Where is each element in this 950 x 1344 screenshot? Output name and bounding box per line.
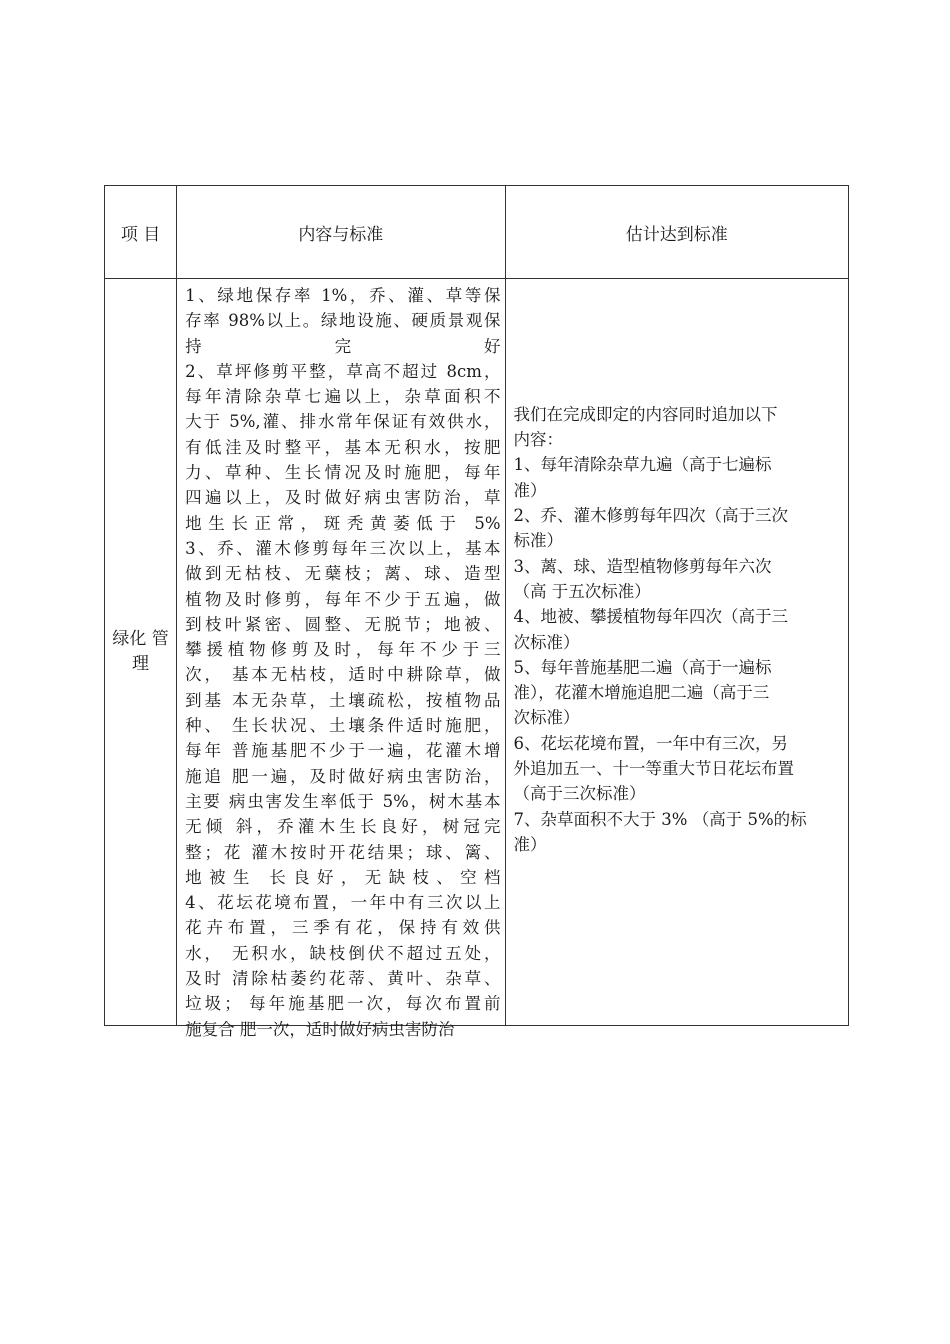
content-text-line: 种、 生长状况、土壤条件适时施肥，: [185, 716, 501, 736]
estimate-text-line: 准）: [513, 480, 547, 500]
content-text-line: 大于 5%,灌、排水常年保证有效供水，: [185, 412, 501, 432]
content-text-line: 4、花坛花境布置，一年中有三次以上: [185, 893, 501, 913]
content-text-line: 植物及时修剪，每年不少于五遍，做: [185, 589, 501, 609]
content-text-line: 持完好: [185, 336, 501, 356]
content-text-line: 1、绿地保存率 1%，乔、灌、草等保: [185, 286, 501, 305]
header-item: 项 目: [105, 186, 177, 279]
item-label-line: 绿化 管: [112, 629, 169, 649]
content-text-line: 花卉布置，三季有花，保持有效供: [185, 918, 501, 938]
content-text-line: 力、草种、生长情况及时施肥，每年: [185, 463, 501, 483]
content-text-line: 有低洼及时整平，基本无积水，按肥: [185, 437, 501, 457]
content-text-line: 做到无枯枝、无蘖枝；蓠、球、造型: [185, 564, 501, 584]
item-cell: [105, 279, 177, 1026]
content-text-line: 3、乔、灌木修剪每年三次以上，基本: [185, 538, 501, 558]
content-text-line: 地生长正常，斑秃黄萎低于 5%: [185, 513, 501, 533]
content-text-line: 水， 无积水，缺枝倒伏不超过五处，: [185, 943, 501, 963]
estimate-cell: [505, 279, 848, 1026]
header-content: 内容与标准: [177, 186, 505, 279]
content-text-line: 整；花 灌木按时开花结果；球、篱、: [185, 842, 501, 862]
content-text-line: 地被生 长良好，无缺枝、空档: [185, 867, 501, 887]
estimate-text-line: 6、花坛花境布置，一年中有三次，另: [513, 733, 789, 753]
content-text-line: 每年清除杂草七遍以上，杂草面积不: [185, 387, 501, 407]
estimate-text-line: 7、杂草面积不大于 3% （高于 5%的标: [513, 809, 807, 829]
estimate-text-line: （高 于五次标准）: [513, 581, 651, 601]
table-row: [105, 279, 849, 1026]
standards-table: [104, 185, 849, 1039]
content-text-line: 到基 本无杂草，土壤疏松，按植物品: [185, 690, 501, 710]
estimate-text-line: 准），花灌木增施追肥二遍（高于三: [513, 683, 770, 703]
content-text-line: 2、草坪修剪平整，草高不超过 8cm，: [185, 361, 501, 381]
item-label: [107, 627, 174, 677]
content-text-line: 攀援植物修剪及时，每年不少于三: [185, 640, 501, 660]
content-text-line: 主要 病虫害发生率低于 5%，树木基本: [185, 791, 501, 811]
content-text-line: 施复合 肥一次，适时做好病虫害防治: [185, 1019, 455, 1039]
content-text-line: 次， 基本无枯枝，适时中耕除草，做: [185, 665, 501, 685]
content-cell: [177, 279, 505, 1039]
estimate-text-line: 我们在完成即定的内容同时追加以下: [513, 404, 778, 424]
content-text: [177, 279, 504, 1039]
content-text-line: 垃圾； 每年施基肥一次，每次布置前: [185, 994, 501, 1014]
estimate-text-line: 次标准）: [513, 708, 580, 728]
estimate-text-line: 内容：: [513, 430, 564, 450]
item-label-line: 理: [132, 654, 150, 674]
content-text-line: 到枝叶紧密、圆整、无脱节；地被、: [185, 614, 501, 634]
estimate-text: [514, 402, 848, 902]
estimate-text-line: （高于三次标准）: [513, 784, 646, 804]
content-text-line: 及时 清除枯萎约花蒂、黄叶、杂草、: [185, 969, 501, 989]
estimate-text-line: 3、蓠、球、造型植物修剪每年六次: [513, 556, 772, 576]
content-text-line: 存率 98%以上。绿地设施、硬质景观保: [185, 311, 501, 331]
estimate-text-line: 4、地被、攀援植物每年四次（高于三: [513, 607, 789, 627]
estimate-text-line: 2、乔、灌木修剪每年四次（高于三次: [513, 506, 789, 526]
estimate-text-line: 次标准）: [513, 632, 580, 652]
header-estimate: 估计达到标准: [505, 186, 848, 279]
estimate-text-line: 外追加五一、十一等重大节日花坛布置: [513, 758, 795, 778]
content-text-line: 无倾 斜，乔灌木生长良好，树冠完: [185, 817, 501, 837]
estimate-text-line: 准）: [513, 834, 547, 854]
table-header-row: [105, 186, 849, 279]
content-text-line: 施追 肥一遍，及时做好病虫害防治，: [185, 766, 501, 786]
estimate-text-line: 1、每年清除杂草九遍（高于七遍标: [513, 455, 772, 475]
estimate-text-line: 5、每年普施基肥二遍（高于一遍标: [513, 657, 772, 677]
estimate-text-line: 标准）: [513, 531, 564, 551]
content-text-line: 每年 普施基肥不少于一遍，花灌木增: [185, 741, 501, 761]
content-text-line: 四遍以上，及时做好病虫害防治，草: [185, 488, 501, 508]
